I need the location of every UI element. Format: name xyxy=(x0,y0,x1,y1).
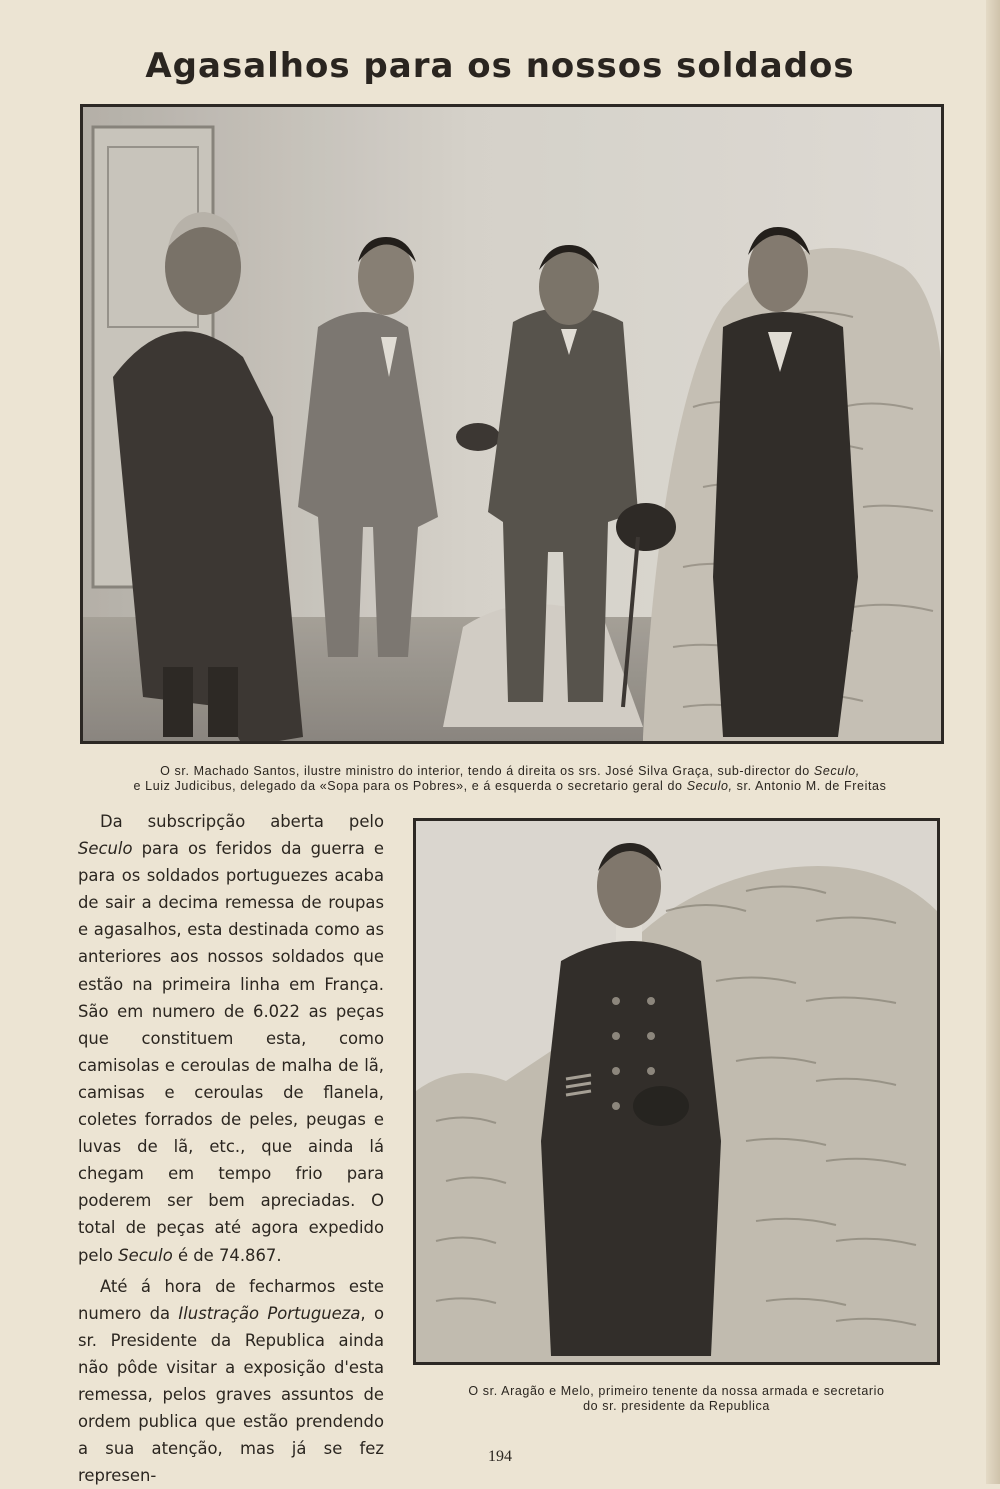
top-caption-line-2 xyxy=(60,779,960,794)
bottom-caption-line-1: O sr. Aragão e Melo, primeiro tenente da nossa armada e secretario xyxy=(468,1384,885,1398)
p1-italic-seculo-2: Seculo xyxy=(118,1245,173,1265)
p1-text-c: para os feridos da guerra e para os soldados portuguezes acaba de sair a decima remessa de roupas e agasalhos, esta destinada como as anteriores aos nossos soldados que estão na primeira linha em França. São em numero de 6.022 as peças que constituem esta, como camisolas e ceroulas de malha de lã, camisas e ceroulas de flanela, coletes forrados de peles, peugas e luvas de lã, etc., que ainda lá chegam em tempo frio para poderem ser bem apreciadas. O total de peças até agora expedido pelo xyxy=(78,839,384,1265)
photo-naval-officer xyxy=(413,818,940,1365)
top-caption-line-2-end: sr. Antonio M. de Freitas xyxy=(732,779,887,793)
p1-text-e: é de 74.867. xyxy=(172,1245,282,1265)
page-number: 194 xyxy=(488,1448,512,1465)
top-caption-line-1 xyxy=(60,764,960,779)
article-paragraph-1 xyxy=(78,808,384,1269)
page-edge xyxy=(986,0,1000,1484)
top-caption-line-1-italic: Seculo, xyxy=(813,764,860,778)
p2-italic-magazine: Ilustração Portugueza xyxy=(178,1303,361,1323)
article-body xyxy=(78,808,384,1489)
p2-text-c: , o sr. Presidente da Republica ainda não pôde visitar a exposição d'esta remessa, pelos graves assuntos de ordem publica que estão prendendo a sua atenção, mas já se fez represen- xyxy=(78,1303,384,1486)
page-title: Agasalhos para os nossos soldados xyxy=(145,46,855,86)
photo-four-men xyxy=(80,104,944,744)
p1-italic-seculo: Seculo xyxy=(78,839,133,859)
top-photo-caption xyxy=(60,764,960,794)
bottom-caption-line-2: do sr. presidente da Republica xyxy=(583,1399,770,1413)
top-caption-line-1-text: O sr. Machado Santos, ilustre ministro do interior, tendo á direita os srs. José Silva Graça, sub-director do xyxy=(160,764,814,778)
p1-text-a: Da subscripção aberta pelo xyxy=(100,812,384,831)
bottom-photo-caption xyxy=(413,1384,940,1414)
top-caption-line-2-text: e Luiz Judicibus, delegado da «Sopa para os Pobres», e á esquerda o secretario geral do xyxy=(133,779,687,793)
top-caption-line-2-italic: Seculo, xyxy=(686,779,733,793)
p2-text-a: Até á hora de fecharmos este numero da xyxy=(78,1276,384,1323)
